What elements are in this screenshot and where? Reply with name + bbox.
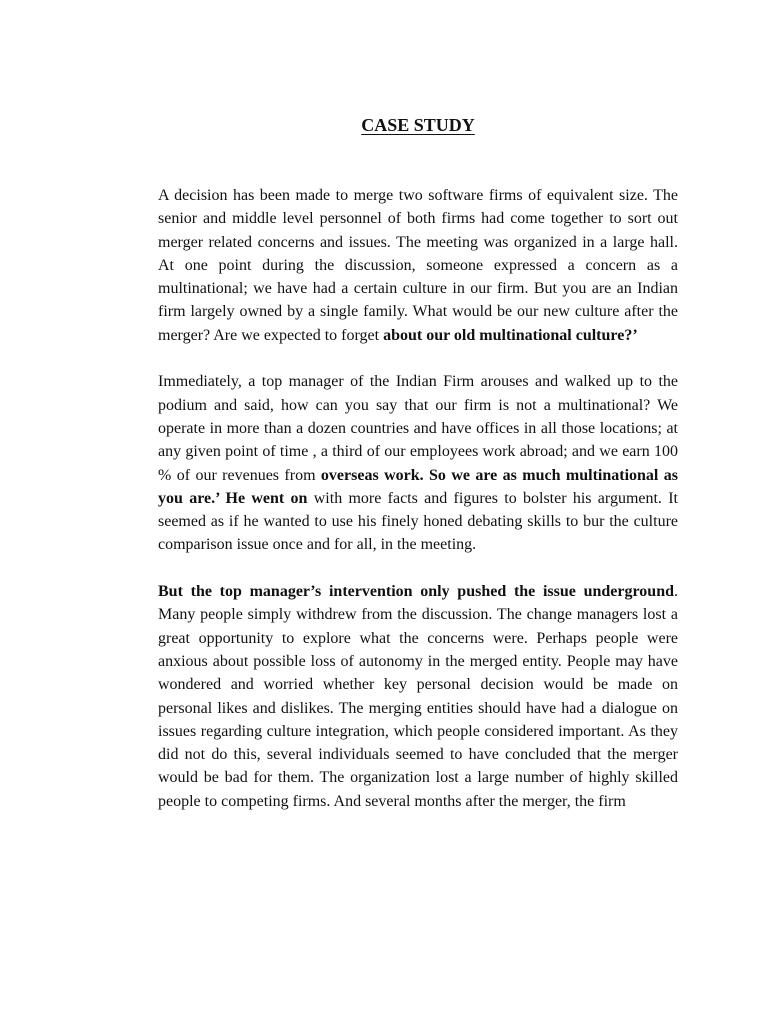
paragraph-2-bold-text: overseas work. So we are as much multinational as you are.’ He went on (158, 466, 678, 507)
document-body (158, 184, 678, 813)
paragraph-3 (158, 580, 678, 813)
paragraph-2 (158, 370, 678, 556)
paragraph-2-text-start: Immediately, a top manager of the Indian Firm arouses and walked up to the podium and said, how can you say that our firm is not a multinational? We operate in more than a dozen countries and have offices in all those locations; at any given point of time , a third of our employees work abroad; and we earn 100 % of our revenues from (158, 373, 678, 484)
paragraph-1 (158, 184, 678, 347)
paragraph-1-bold-text: about our old multinational culture?’ (383, 326, 638, 344)
paragraph-3-bold-text: But the top manager’s intervention only pushed the issue underground (158, 583, 674, 601)
paragraph-1-text: A decision has been made to merge two software firms of equivalent size. The senior and middle level personnel of both firms had come together to sort out merger related concerns and issues. The meeting was organized in a large hall. At one point during the discussion, someone expressed a concern as a multinational; we have had a certain culture in our firm. But you are an Indian firm largely owned by a single family. What would be our new culture after the merger? Are we expected to forget (158, 187, 678, 344)
paragraph-2-text-end: with more facts and figures to bolster his argument. It seemed as if he wanted to use his finely honed debating skills to bur the culture comparison issue once and for all, in the meeting. (158, 489, 679, 554)
paragraph-3-text: . Many people simply withdrew from the discussion. The change managers lost a great opportunity to explore what the concerns were. Perhaps people were anxious about possible loss of autonomy in the merged entity. People may have wondered and worried whether key personal decision would be made on personal likes and dislikes. The merging entities should have had a dialogue on issues regarding culture integration, which people considered important. As they did not do this, several individuals seemed to have concluded that the merger would be bad for them. The organization lost a large number of highly skilled people to competing firms. And several months after the merger, the firm (158, 583, 678, 810)
document-title: CASE STUDY (361, 115, 475, 135)
